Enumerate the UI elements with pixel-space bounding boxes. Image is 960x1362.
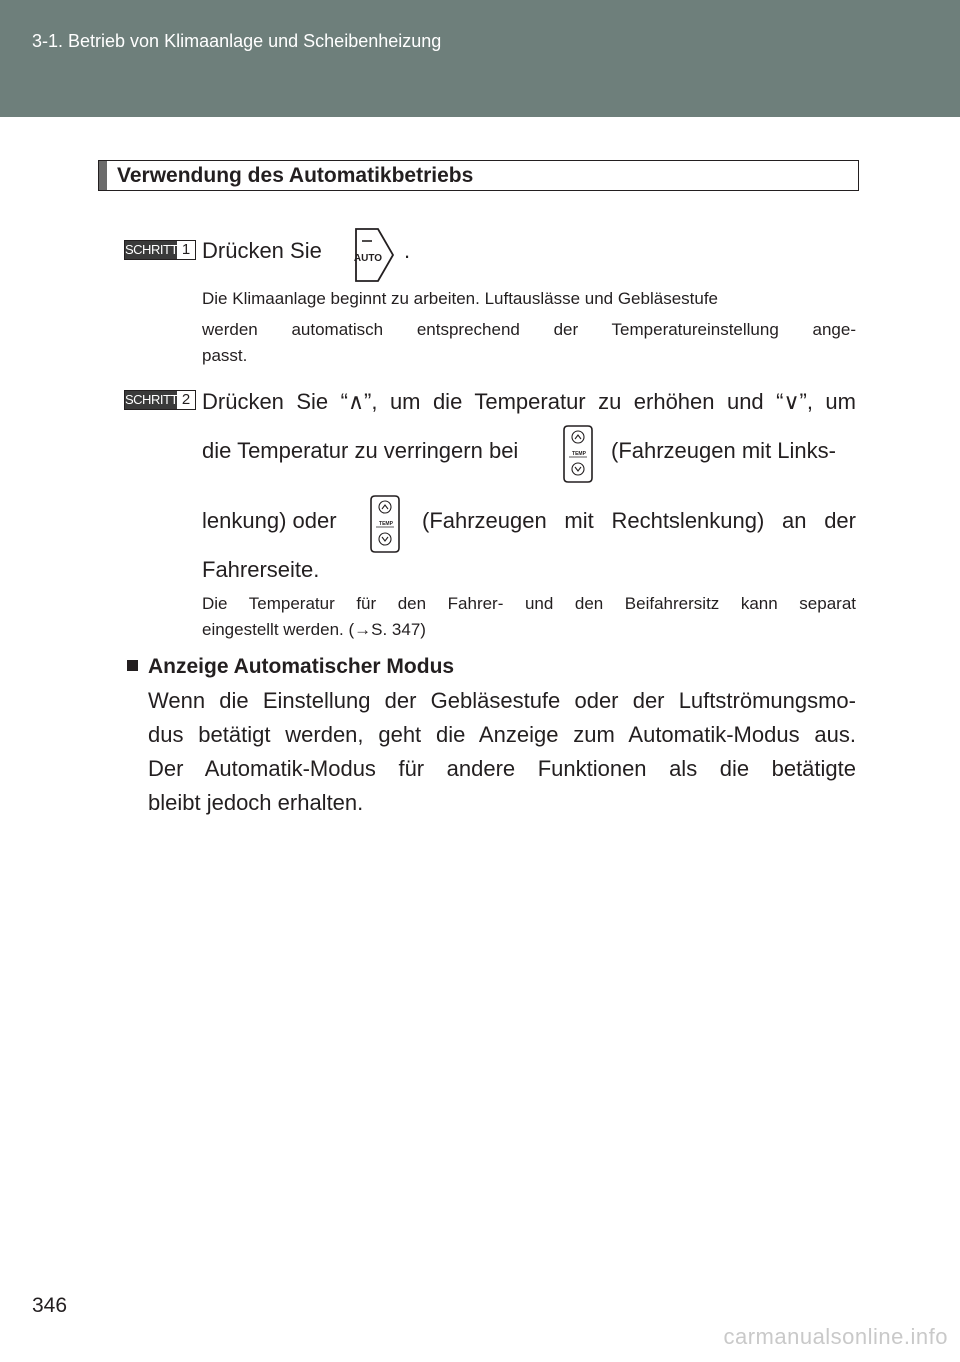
- step-1-note-line: passt.: [202, 346, 248, 365]
- step-1-note-line: werden automatisch entsprechend der Temperatureinstellung ange-: [202, 320, 856, 339]
- step-1-note-line: Die Klimaanlage beginnt zu arbeiten. Luftauslässe und Gebläsestufe: [202, 289, 719, 308]
- subsection-heading: Anzeige Automatischer Modus: [148, 655, 455, 678]
- step-2-badge-word: SCHRITT: [125, 392, 178, 407]
- temp-rocker-right-label: TEMP: [379, 521, 393, 527]
- section-path: 3-1. Betrieb von Klimaanlage und Scheibenheizung: [32, 31, 442, 51]
- step-2-note-line: Die Temperatur für den Fahrer- und den Beifahrersitz kann separat: [202, 594, 856, 613]
- paragraph-line: dus betätigt werden, geht die Anzeige zum Automatik-Modus aus.: [148, 722, 856, 747]
- step-2-line-3a: lenkung) oder: [202, 508, 337, 533]
- step-2-line-4: Fahrerseite.: [202, 557, 320, 582]
- page-number: 346: [32, 1294, 68, 1317]
- watermark: carmanualsonline.info: [723, 1324, 948, 1349]
- step-2-line-3b: (Fahrzeugen mit Rechtslenkung) an der: [422, 508, 856, 533]
- step-2-line-2b: (Fahrzeugen mit Links-: [611, 438, 836, 463]
- step-1-badge-number: 1: [181, 241, 191, 258]
- temp-rocker-left-label: TEMP: [572, 451, 586, 457]
- paragraph-line: Wenn die Einstellung der Gebläsestufe oder der Luftströmungsmo-: [148, 688, 856, 713]
- temp-rocker-right-icon: [369, 494, 401, 554]
- paragraph-line: bleibt jedoch erhalten.: [148, 790, 364, 815]
- step-1-text-end: .: [404, 238, 411, 263]
- step-1-badge-word: SCHRITT: [125, 242, 178, 257]
- step-1-badge: [124, 240, 196, 260]
- section-title-bar: [99, 161, 107, 190]
- auto-button-label: AUTO: [353, 253, 383, 264]
- section-title-box: [98, 160, 859, 191]
- section-title: Verwendung des Automatikbetriebs: [117, 164, 474, 187]
- header-band: [0, 0, 960, 117]
- step-1-text: Drücken Sie: [202, 238, 322, 263]
- temp-rocker-left-icon: [562, 424, 594, 484]
- step-2-badge-number: 2: [181, 391, 191, 408]
- paragraph-line: Der Automatik-Modus für andere Funktionen als die betätigte: [148, 756, 856, 781]
- step-2-note-line: eingestellt werden. (→S. 347): [202, 620, 426, 639]
- step-2-line-1: Drücken Sie “∧”, um die Temperatur zu erhöhen und “∨”, um: [202, 389, 856, 414]
- step-2-line-2a: die Temperatur zu verringern bei: [202, 438, 519, 463]
- auto-button-icon: [344, 226, 396, 284]
- step-2-badge: [124, 390, 196, 410]
- square-bullet-icon: [127, 660, 138, 671]
